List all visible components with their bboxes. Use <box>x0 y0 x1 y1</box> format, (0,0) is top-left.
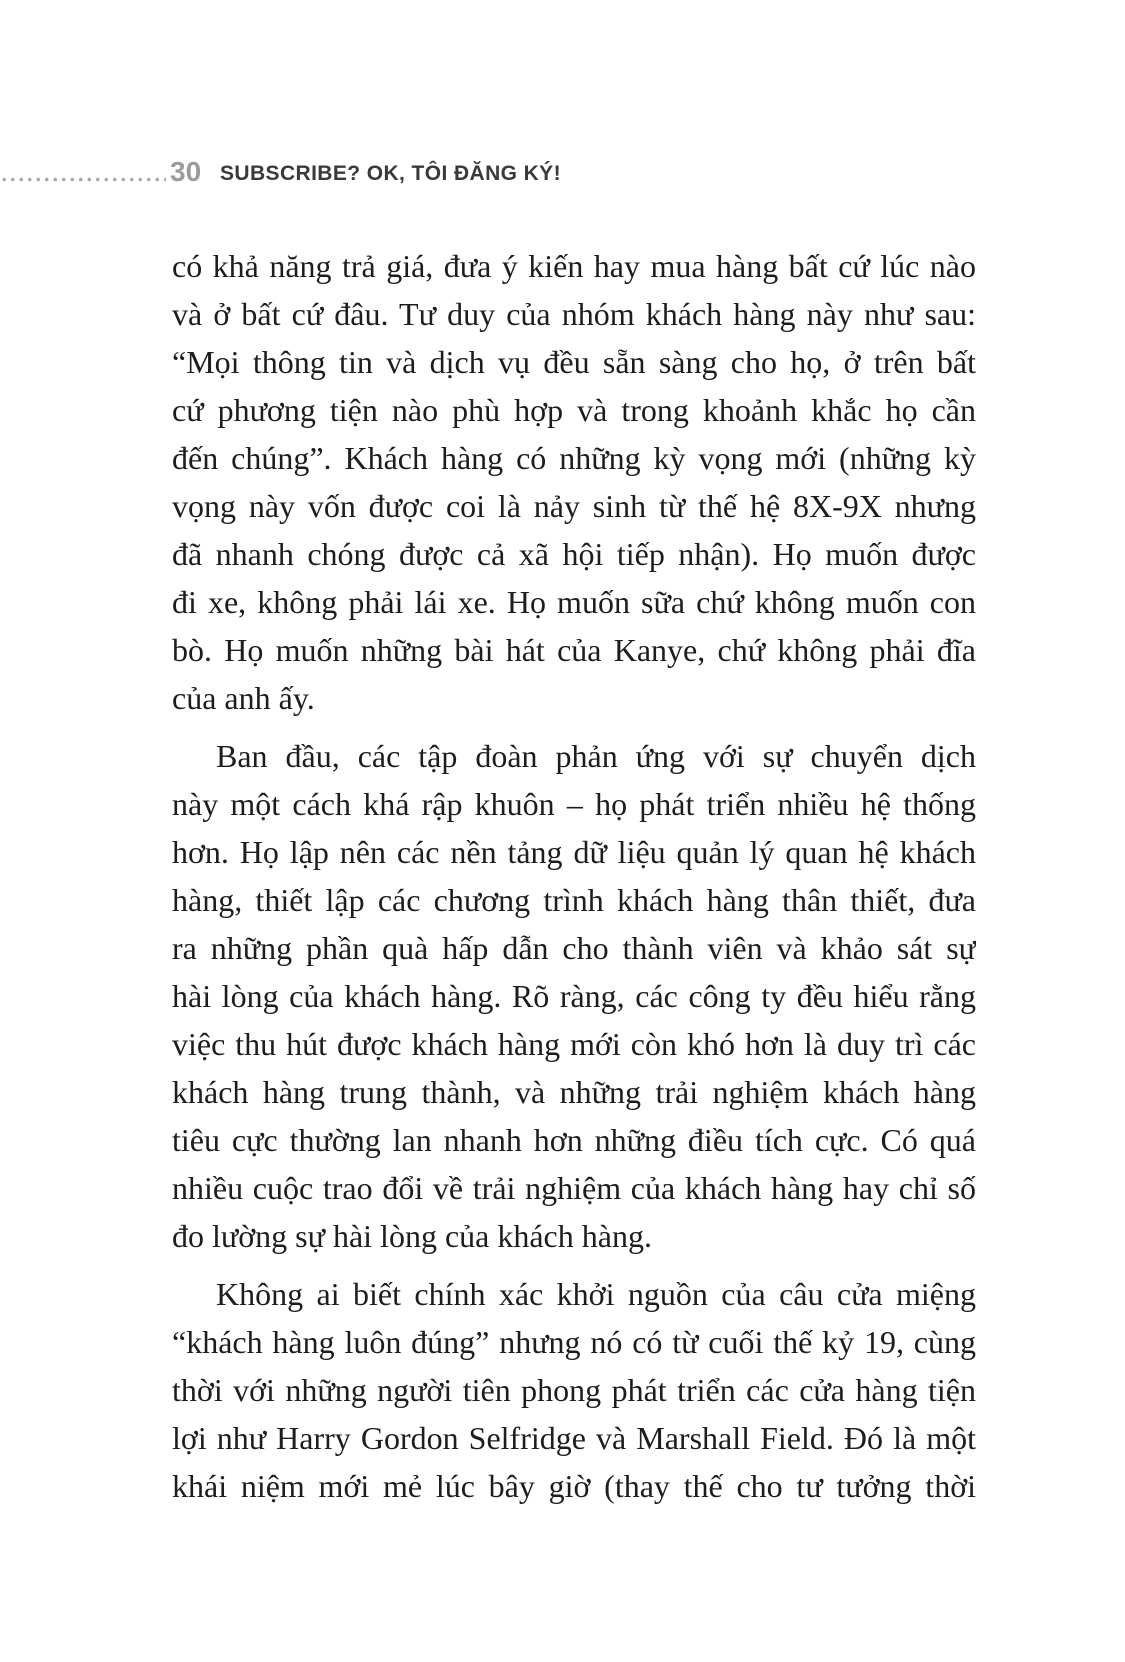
body-line: lợi như Harry Gordon Selfridge và Marshall Field. Đó là một <box>172 1420 976 1456</box>
body-line: thời với những người tiên phong phát triển các cửa hàng tiện <box>172 1372 976 1408</box>
body-line: Ban đầu, các tập đoàn phản ứng với sự chuyển dịch <box>216 738 976 774</box>
body-text <box>172 242 976 1520</box>
body-line: khách hàng trung thành, và những trải nghiệm khách hàng <box>172 1074 976 1110</box>
body-line: ra những phần quà hấp dẫn cho thành viên và khảo sát sự <box>172 930 976 966</box>
body-line: hơn. Họ lập nên các nền tảng dữ liệu quản lý quan hệ khách <box>172 834 976 870</box>
body-line: đi xe, không phải lái xe. Họ muốn sữa chứ không muốn con <box>172 584 976 620</box>
page-title: SUBSCRIBE? OK, TÔI ĐĂNG KÝ! <box>220 162 561 185</box>
body-line: đến chúng”. Khách hàng có những kỳ vọng mới (những kỳ <box>172 440 976 476</box>
body-line: tiêu cực thường lan nhanh hơn những điều tích cực. Có quá <box>172 1122 976 1158</box>
paragraph <box>172 1270 976 1510</box>
page-number: 30 <box>170 156 202 187</box>
body-line: này một cách khá rập khuôn – họ phát triển nhiều hệ thống <box>172 786 976 822</box>
body-line: cứ phương tiện nào phù hợp và trong khoảnh khắc họ cần <box>172 392 976 428</box>
body-line: đo lường sự hài lòng của khách hàng. <box>172 1218 652 1254</box>
header-dotted-line <box>0 177 166 182</box>
body-line: bò. Họ muốn những bài hát của Kanye, chứ không phải đĩa <box>172 632 976 668</box>
paragraph <box>172 242 976 722</box>
body-line: và ở bất cứ đâu. Tư duy của nhóm khách hàng này như sau: <box>172 296 976 332</box>
body-line: của anh ấy. <box>172 680 315 716</box>
body-line: “khách hàng luôn đúng” nhưng nó có từ cuối thế kỷ 19, cùng <box>172 1324 976 1360</box>
body-line: hài lòng của khách hàng. Rõ ràng, các công ty đều hiểu rằng <box>172 978 976 1014</box>
body-line: việc thu hút được khách hàng mới còn khó hơn là duy trì các <box>172 1026 976 1062</box>
body-line: có khả năng trả giá, đưa ý kiến hay mua hàng bất cứ lúc nào <box>172 248 976 284</box>
body-line: hàng, thiết lập các chương trình khách hàng thân thiết, đưa <box>172 882 976 918</box>
body-line: vọng này vốn được coi là nảy sinh từ thế hệ 8X-9X nhưng <box>172 488 976 524</box>
body-line: khái niệm mới mẻ lúc bây giờ (thay thế cho tư tưởng thời <box>172 1468 976 1504</box>
body-line: nhiều cuộc trao đổi về trải nghiệm của khách hàng hay chỉ số <box>172 1170 976 1206</box>
paragraph <box>172 732 976 1260</box>
body-line: “Mọi thông tin và dịch vụ đều sẵn sàng cho họ, ở trên bất <box>172 344 976 380</box>
page-header <box>0 150 1125 192</box>
body-line: đã nhanh chóng được cả xã hội tiếp nhận). Họ muốn được <box>172 536 976 572</box>
body-line: Không ai biết chính xác khởi nguồn của câu cửa miệng <box>216 1276 976 1312</box>
